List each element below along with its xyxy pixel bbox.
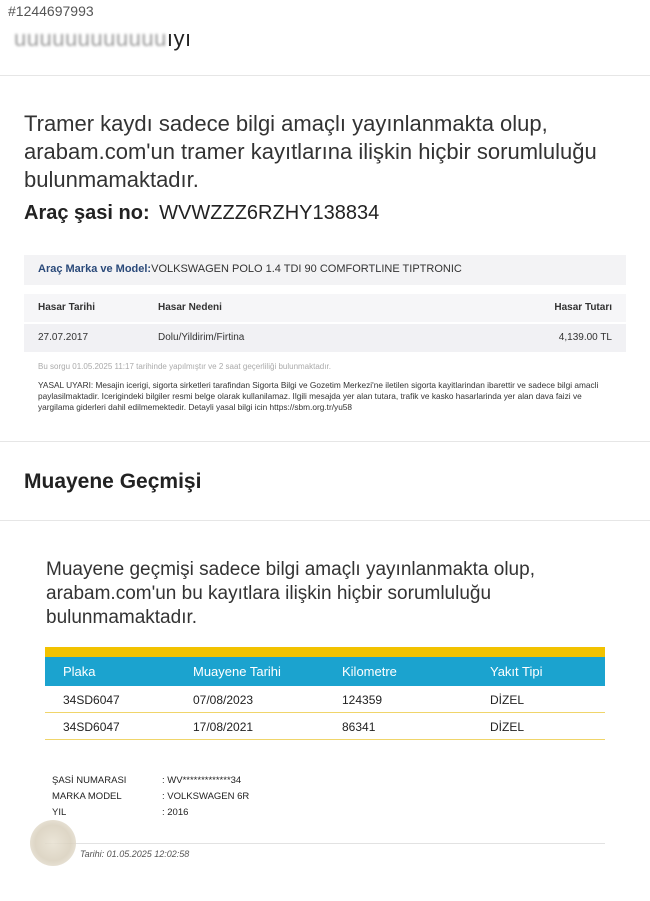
query-note: Bu sorgu 01.05.2025 11:17 tarihinde yapılmıştır ve 2 saat geçerliliği bulunmaktadır.: [38, 362, 331, 371]
divider: [0, 520, 650, 521]
header-title-blurred: uuuuuuuuuuuu: [14, 26, 167, 51]
table-accent-bar: [45, 647, 605, 657]
legal-warning: YASAL UYARI: Mesajin icerigi, sigorta sirketleri tarafindan Sigorta Bilgi ve Gozetim Merkezi'ne iletilen sigorta kayitlarindan ibarettir ve sadece bilgi amacli paylasilmaktadir. Icerigindeki bilgiler resmi belge olarak kullanilamaz. Ilgili mesajda yer alan tutara, trafik ve kasko hasarlarinda yer alan dava faizi ve yargilama giderleri dahil edilmemektedir. Detayli yasal bilgi icin https://sbm.org.tr/yu58: [38, 380, 599, 412]
damage-date: 27.07.2017: [38, 332, 89, 343]
row-fuel: DİZEL: [490, 720, 525, 734]
watermark-seal-icon: [30, 820, 76, 866]
table-row: [45, 713, 605, 740]
divider: [45, 843, 605, 844]
row-km: 86341: [342, 720, 376, 734]
section-title-inspection: Muayene Geçmişi: [24, 470, 202, 493]
damage-table-row: [24, 324, 626, 352]
header-title-suffix: ıyı: [166, 26, 192, 51]
damage-col-reason: Hasar Nedeni: [158, 302, 222, 313]
damage-col-amount: Hasar Tutarı: [554, 302, 612, 313]
info-year-value: : 2016: [162, 807, 189, 818]
inspection-table: [45, 647, 605, 740]
header-title: [14, 26, 192, 52]
document-id: #1244697993: [8, 3, 94, 19]
row-plate: 34SD6047: [63, 693, 120, 707]
brand-model-label: Araç Marka ve Model:: [38, 263, 152, 275]
info-chassis-key: ŞASİ NUMARASI: [52, 775, 127, 786]
inspection-table-header: [45, 657, 605, 686]
row-date: 07/08/2023: [193, 693, 254, 707]
col-inspection-date: Muayene Tarihi: [193, 664, 281, 679]
chassis-number: [24, 202, 379, 225]
info-model: [52, 791, 249, 802]
inspection-notice: Muayene geçmişi sadece bilgi amaçlı yayınlanmakta olup, arabam.com'un bu kayıtlara ilişkin hiçbir sorumluluğu bulunmamaktadır.: [46, 559, 535, 628]
info-year: [52, 807, 188, 818]
chassis-value: WVWZZZ6RZHY138834: [159, 202, 380, 224]
damage-col-date: Hasar Tarihi: [38, 302, 96, 313]
damage-reason: Dolu/Yildirim/Firtina: [158, 332, 245, 343]
row-km: 124359: [342, 693, 383, 707]
info-chassis-value: : WV*************34: [162, 775, 242, 786]
tramer-notice: Tramer kaydı sadece bilgi amaçlı yayınlanmakta olup, arabam.com'un tramer kayıtlarına ilişkin hiçbir sorumluluğu bulunmamaktadır.: [24, 111, 597, 192]
info-chassis: [52, 775, 241, 786]
brand-model-bar: [24, 255, 626, 285]
brand-model-value: VOLKSWAGEN POLO 1.4 TDI 90 COMFORTLINE TIPTRONIC: [151, 263, 462, 275]
row-fuel: DİZEL: [490, 693, 525, 707]
divider: [0, 75, 650, 76]
damage-amount: 4,139.00 TL: [558, 332, 612, 343]
divider: [0, 441, 650, 442]
table-row: [45, 686, 605, 713]
row-date: 17/08/2021: [193, 720, 254, 734]
row-plate: 34SD6047: [63, 720, 120, 734]
report-date: Tarihi: 01.05.2025 12:02:58: [80, 849, 190, 859]
info-model-value: : VOLKSWAGEN 6R: [162, 791, 250, 802]
brand-model: [38, 263, 462, 275]
info-model-key: MARKA MODEL: [52, 791, 122, 802]
chassis-label: Araç şasi no:: [24, 202, 150, 224]
damage-table-header: [24, 294, 626, 322]
col-fuel-type: Yakıt Tipi: [490, 664, 543, 679]
info-year-key: YIL: [52, 807, 67, 818]
col-plate: Plaka: [63, 664, 96, 679]
col-kilometre: Kilometre: [342, 664, 397, 679]
